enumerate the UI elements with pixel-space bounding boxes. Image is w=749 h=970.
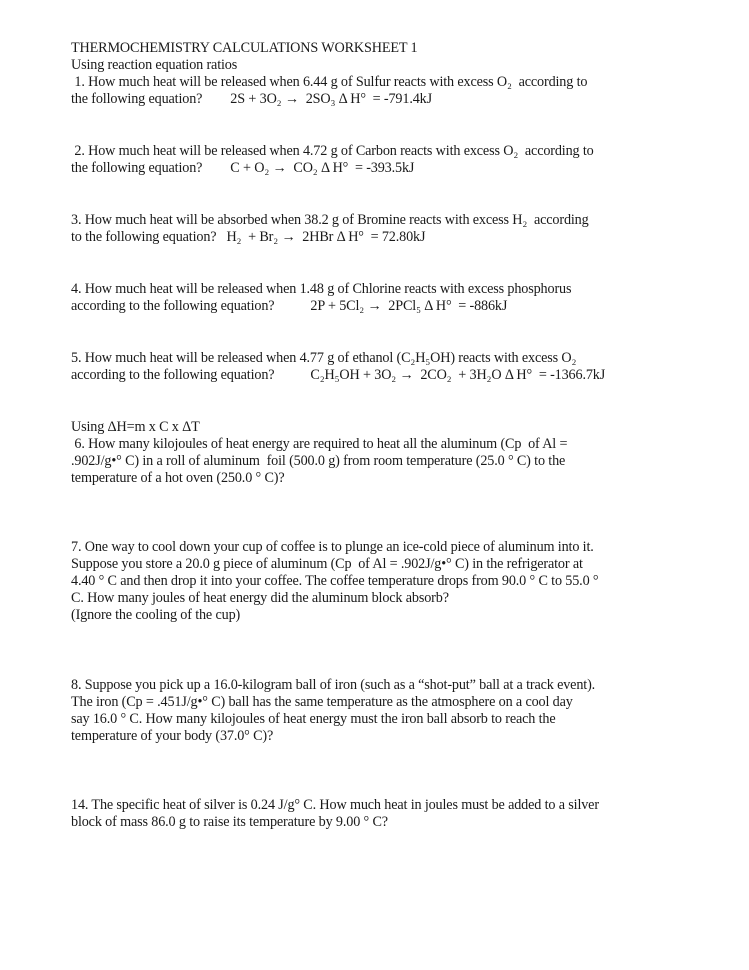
question-4-line-2 xyxy=(71,298,507,315)
question-2-line-1: 2. How much heat will be released when 4.72 g of Carbon reacts with excess O₂ according to xyxy=(71,143,594,159)
question-7-line-2: Suppose you store a 20.0 g piece of aluminum (Cp of Al = .902J/g•° C) in the refrigerator at xyxy=(71,556,583,572)
question-7-line-3: 4.40 ° C and then drop it into your coffee. The coffee temperature drops from 90.0 ° C to 55.0 ° xyxy=(71,573,599,589)
question-8-line-3: say 16.0 ° C. How many kilojoules of heat energy must the iron ball absorb to reach the xyxy=(71,711,556,727)
question-14-line-2: block of mass 86.0 g to raise its temperature by 9.00 ° C? xyxy=(71,814,388,830)
question-7-line-5: (Ignore the cooling of the cup) xyxy=(71,607,241,623)
question-4-prompt: according to the following equation? xyxy=(71,298,275,314)
question-3-prompt: to the following equation? xyxy=(71,229,217,245)
question-2-prompt: the following equation? xyxy=(71,160,203,176)
question-1-line-1: 1. How much heat will be released when 6.44 g of Sulfur reacts with excess O₂ according to xyxy=(71,74,588,90)
question-5-line-1: 5. How much heat will be released when 4.77 g of ethanol (C₂H₅OH) reacts with excess O₂ xyxy=(71,350,577,366)
section-heading-reaction-ratios: Using reaction equation ratios xyxy=(71,57,238,73)
question-1-prompt: the following equation? xyxy=(71,91,203,107)
question-3-line-1: 3. How much heat will be absorbed when 38.2 g of Bromine reacts with excess H₂ according xyxy=(71,212,589,228)
question-4-equation: 2P + 5Cl₂ → 2PCl₅ Δ H° = -886kJ xyxy=(310,298,508,314)
question-8-line-4: temperature of your body (37.0° C)? xyxy=(71,728,274,744)
question-2-line-2 xyxy=(71,160,414,177)
question-6-line-2: .902J/g•° C) in a roll of aluminum foil (500.0 g) from room temperature (25.0 ° C) to the xyxy=(71,453,566,469)
question-14-line-1: 14. The specific heat of silver is 0.24 J/g° C. How much heat in joules must be added to a silver xyxy=(71,797,599,813)
question-3-line-2 xyxy=(71,229,425,246)
question-7-line-1: 7. One way to cool down your cup of coffee is to plunge an ice-cold piece of aluminum into it. xyxy=(71,539,594,555)
section-heading-specific-heat: Using ΔH=m x C x ΔT xyxy=(71,419,200,435)
question-8-line-2: The iron (Cp = .451J/g•° C) ball has the same temperature as the atmosphere on a cool day xyxy=(71,694,573,710)
question-5-prompt: according to the following equation? xyxy=(71,367,275,383)
question-1-line-2 xyxy=(71,91,432,108)
question-3-equation: H₂ + Br₂ → 2HBr Δ H° = 72.80kJ xyxy=(226,229,426,245)
worksheet-title: THERMOCHEMISTRY CALCULATIONS WORKSHEET 1 xyxy=(71,40,418,56)
question-2-equation: C + O₂ → CO₂ Δ H° = -393.5kJ xyxy=(230,160,415,176)
question-1-equation: 2S + 3O₂ → 2SO₃ Δ H° = -791.4kJ xyxy=(230,91,432,107)
question-6-line-1: 6. How many kilojoules of heat energy are required to heat all the aluminum (Cp of Al = xyxy=(71,436,568,452)
question-8-line-1: 8. Suppose you pick up a 16.0-kilogram ball of iron (such as a “shot-put” ball at a track event). xyxy=(71,677,596,693)
question-6-line-3: temperature of a hot oven (250.0 ° C)? xyxy=(71,470,285,486)
question-4-line-1: 4. How much heat will be released when 1.48 g of Chlorine reacts with excess phosphorus xyxy=(71,281,572,297)
question-7-line-4: C. How many joules of heat energy did the aluminum block absorb? xyxy=(71,590,449,606)
question-5-equation: C₂H₅OH + 3O₂ → 2CO₂ + 3H₂O Δ H° = -1366.7kJ xyxy=(310,367,606,383)
question-5-line-2 xyxy=(71,367,605,384)
